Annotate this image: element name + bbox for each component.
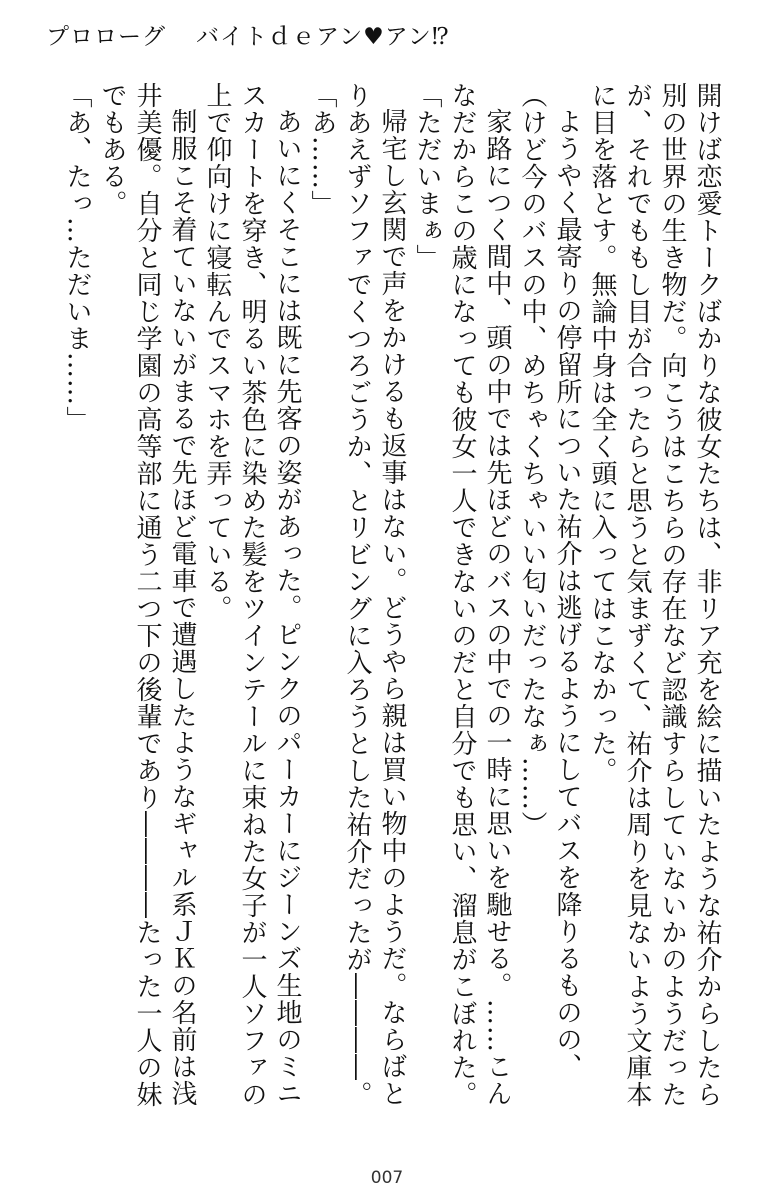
paragraph: 「あ、たっ…ただいま……」 (62, 82, 92, 433)
heart-icon: ♥ (363, 24, 385, 50)
paragraph: 開けば恋愛トークばかりな彼女たちは、非リア充を絵に描いたような祐介からしたら別の世界の生き物だ。向こうはこちらの存在など認識すらしていないかのようだったが、それでももし目が合ったらと思うと気まずくて、祐介は周りを見ないよう文庫本に目を落とす。無論中身は全く頭に入ってはこなかった。 (587, 82, 722, 1108)
chapter-label: プロローグ (46, 24, 166, 50)
paragraph: ようやく最寄りの停留所についた祐介は逃げるようにしてバスを降りるものの、 (552, 108, 582, 1080)
page-number: 007 (370, 1168, 404, 1188)
paragraph: 「あ……」 (307, 82, 337, 217)
paragraph: あいにくそこには既に先客の姿があった。ピンクのパーカーにジーンズ生地のミニスカートを穿き、明るい茶色に染めた髪をツインテールに束ねた女子が一人ソファの上で仰向けに寝転んでスマホを弄っている。 (202, 82, 302, 1108)
title-part-1: バイトｄｅアン (196, 24, 364, 50)
vertical-text-body (38, 82, 724, 1122)
paragraph: （けど今のバスの中、めちゃくちゃいい匂いだったなぁ……） (517, 82, 547, 838)
paragraph: 「ただいまぁ」 (412, 82, 442, 271)
paragraph: 帰宅し玄関で声をかけるも返事はない。どうやら親は買い物中のようだ。ならばとりあえずソファでくつろごうか、とリビングに入ろうとした祐介だったが――――。 (342, 82, 407, 1108)
title-part-2: アン⁉ (384, 24, 451, 50)
paragraph: 家路につく間中、頭の中では先ほどのバスの中での一時に思いを馳せる。……こんなだからこの歳になっても彼女一人できないのだと自分でも思い、溜息がこぼれた。 (447, 82, 512, 1108)
chapter-title (196, 24, 450, 50)
running-header (46, 18, 450, 51)
paragraph: 制服こそ着ていないがまるで先ほど電車で遭遇したようなギャル系ＪＫの名前は浅井美優。自分と同じ学園の高等部に通う二つ下の後輩であり――――たった一人の妹でもある。 (97, 82, 197, 1108)
